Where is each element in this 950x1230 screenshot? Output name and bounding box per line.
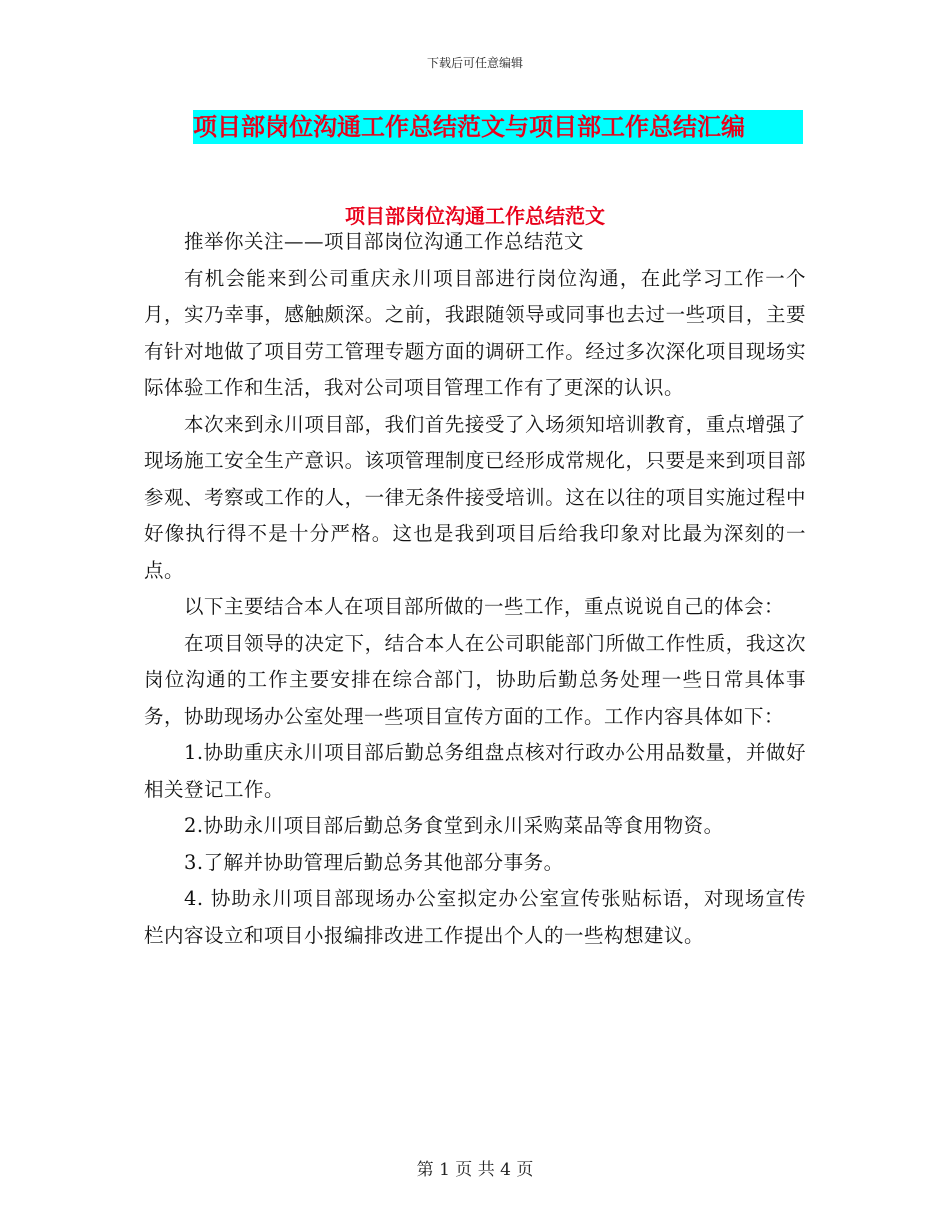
document-body — [144, 224, 806, 954]
page-number-footer: 第 1 页 共 4 页 — [416, 1160, 534, 1180]
paragraph: 在项目领导的决定下，结合本人在公司职能部门所做工作性质，我这次岗位沟通的工作主要安排在综合部门，协助后勤总务处理一些日常具体事务，协助现场办公室处理一些项目宣传方面的工作。工作内容具体如下： — [144, 631, 806, 728]
main-title: 项目部岗位沟通工作总结范文与项目部工作总结汇编 — [193, 112, 745, 141]
list-item: 3.了解并协助管理后勤总务其他部分事务。 — [183, 850, 564, 874]
paragraph: 本次来到永川项目部，我们首先接受了入场须知培训教育，重点增强了现场施工安全生产意识。该项管理制度已经形成常规化，只要是来到项目部参观、考察或工作的人，一律无条件接受培训。这在以往的项目实施过程中好像执行得不是十分严格。这也是我到项目后给我印象对比最为深刻的一点。 — [144, 412, 806, 582]
list-item: 2.协助永川项目部后勤总务食堂到永川采购菜品等食用物资。 — [183, 814, 724, 837]
paragraph: 以下主要结合本人在项目部所做的一些工作，重点说说自己的体会： — [183, 595, 784, 618]
paragraph: 推举你关注——项目部岗位沟通工作总结范文 — [183, 230, 584, 253]
main-title-highlight — [193, 110, 803, 144]
list-item: 4. 协助永川项目部现场办公室拟定办公室宣传张贴标语，对现场宣传栏内容设立和项目小报编排改进工作提出个人的一些构想建议。 — [144, 887, 806, 947]
list-item: 1.协助重庆永川项目部后勤总务组盘点核对行政办公用品数量，并做好相关登记工作。 — [144, 741, 806, 801]
page-header-note: 下载后可任意编辑 — [426, 56, 523, 70]
section-title: 项目部岗位沟通工作总结范文 — [345, 204, 605, 228]
paragraph: 有机会能来到公司重庆永川项目部进行岗位沟通，在此学习工作一个月，实乃幸事，感触颇深。之前，我跟随领导或同事也去过一些项目，主要有针对地做了项目劳工管理专题方面的调研工作。经过多次深化项目现场实际体验工作和生活，我对公司项目管理工作有了更深的认识。 — [144, 266, 806, 399]
